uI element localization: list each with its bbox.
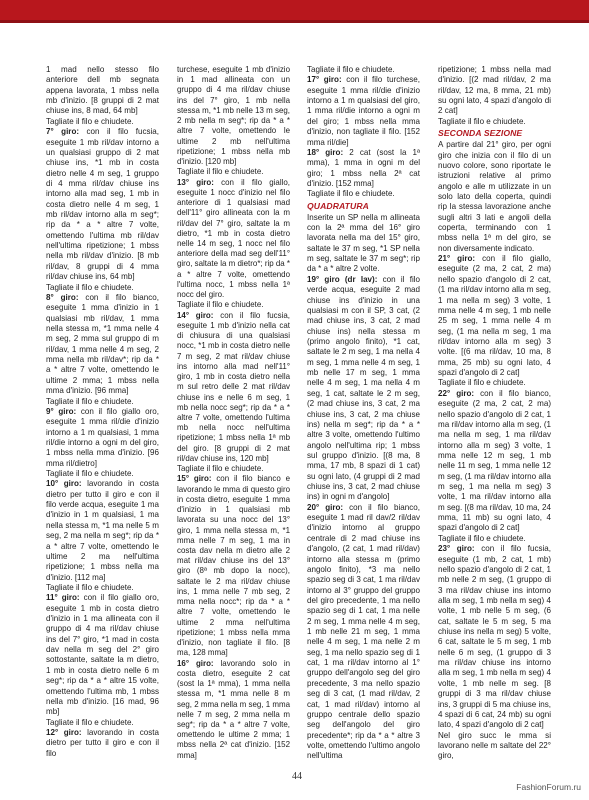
- paragraph-text: con il filo fucsia, eseguite 1 mb d'inizio nella cat di chiusura di una qualsiasi nocc, *1 mb in costa dietro nelle 7 m seg, 2 mat ril/dav chiuse ins intorno alla mad nell'11° giro, 1 mb in costa dietro nella m sul retro delle 2 mat ril/dav chiuse ins e nelle 6 m seg, 1 mb nella nocc seg*; rip da * a * altre 7 volte, omettendo l'ultima mb nella nocc nell'ultima ripetizione; 1 mbss nella 1ª mb del giro. [8 gruppi di 2 mat ril/dav chiuse ins, 120 mb]: [177, 310, 291, 463]
- round-label: 12° giro:: [46, 728, 82, 737]
- paragraph-text: Tagliate il filo e chiudete.: [46, 582, 134, 592]
- paragraph-text: Nel giro succ le mma si lavorano nelle m saltate del 22° giro,: [438, 730, 551, 761]
- paragraph-text: con il filo fucsia, eseguite 1 mb ril/dav intorno a un qualsiasi gruppo di 2 mat chiuse ins, *1 mb in costa dietro nelle 4 m seg, 1 gruppo di 4 mma ril/dav chiuse ins intorno alla mad seg, 1 mb in costa dietro nelle 4 m seg, 1 mb ril/dav intorno alla m seg*; rip da * a * altre 7 volte, omettendo l'ultima mb ril/dav nell'ultima ripetizione; 1 mbss nella mb ril/dav d'inizio. [8 mb ril/dav, 8 gruppi di 4 mma ril/dav chiuse ins, 64 mb]: [46, 127, 159, 282]
- paragraph-text: Tagliate il filo e chiudete.: [177, 300, 264, 310]
- paragraph: [46, 283, 159, 293]
- paragraph-text: 2 cat (sost la 1ª mma), 1 mma in ogni m del giro; 1 mbss nella 2ª cat d'inizio. [152 mma]: [307, 147, 420, 188]
- paragraph: [46, 728, 159, 759]
- paragraph: [46, 718, 159, 728]
- paragraph: [177, 311, 290, 465]
- paragraph: [438, 731, 551, 762]
- paragraph: [46, 65, 159, 117]
- paragraph: [438, 140, 551, 254]
- text-column-2: [177, 65, 290, 761]
- round-label: 10° giro:: [46, 479, 82, 489]
- paragraph: [307, 275, 420, 503]
- text-column-1: [46, 65, 159, 759]
- paragraph-text: Tagliate il filo e chiudete.: [438, 378, 526, 388]
- paragraph-text: Tagliate il filo e chiudete.: [177, 167, 264, 177]
- paragraph: [307, 148, 420, 189]
- paragraph-text: lavorando solo in costa dietro, eseguite 2 cat (sost la 1ª mma), 1 mma nella stessa m, *1 mma nelle 8 m seg, 2 mma nella m seg, 1 mma nelle 7 m seg, 2 mma nella m seg*; rip da * a * altre 7 volte, omettendo le ultime 2 mma; 1 mbss nella 2ª cat d'inizio. [152 mma]: [177, 658, 290, 760]
- round-label: 20° giro:: [307, 502, 344, 512]
- paragraph-text: con il filo bianco e lavorando le mma di questo giro in costa dietro, eseguite 1 mma d'inizio in 1 qualsiasi mb lavorata su una nocc del 13° giro, 1 mma nella stessa m, *1 mma nelle 7 m seg, 1 ma in costa dav nella m dietro alle 2 mat ril/dav chiuse ins del 13° giro (8ª mb dopo la nocc), saltate le 2 ma ril/dav chiuse ins, 1 mma nelle 7 mb seg, 2 mma nella nocc*; rip da * a * altre 7 volte, omettendo le ultime 2 mma nell'ultima ripetizione; 1 mbss nella mma d'inizio, non tagliate il filo. [8 ma, 128 mma]: [177, 474, 290, 658]
- paragraph-text: Tagliate il filo e chiudete.: [438, 533, 526, 543]
- paragraph: [307, 503, 420, 762]
- paragraph-text: A partire dal 21° giro, per ogni giro che inizia con il filo di un nuovo colore, sono riportate le istruzioni relative al primo angolo e alle m utilizzate in un solo lato della coperta, quindi rip la stessa lavorazione anche sugli altri 3 lati e angoli della coperta, terminando con 1 mbss nella 1ª m del giro, se non diversamente indicato.: [438, 140, 551, 253]
- paragraph: [46, 293, 159, 397]
- paragraph-text: con il filo giallo oro, eseguite 1 mma ril/die d'inizio intorno a 1 m qualsiasi, 1 mma ril/die intorno a ogni m del giro, 1 mbss nella mma d'inizio. [96 mma ril/dietro]: [46, 406, 160, 468]
- paragraph: [438, 389, 551, 534]
- paragraph-text: Inserite un SP nella m allineata con la 2ª mma del 16° giro lavorata nella ma del 15° giro, saltate le 37 m seg, *1 SP nella m seg, saltate le 37 m seg*; rip da * a * altre 2 volte.: [307, 212, 420, 274]
- paragraph: [46, 397, 159, 407]
- paragraph-text: Tagliate il filo e chiudete.: [307, 189, 395, 199]
- round-label: 22° giro:: [438, 388, 475, 398]
- paragraph-text: Tagliate il filo e chiudete.: [46, 396, 134, 406]
- paragraph-text: ripetizione; 1 mbss nella mad d'inizio. [(2 mad ril/dav, 2 ma ril/dav, 12 ma, 8 mma, 21 mb) su ogni lato, 4 spazi d'angolo di 2 cat]: [438, 65, 551, 116]
- paragraph-text: Tagliate il filo e chiudete.: [46, 282, 134, 292]
- round-label: 17° giro:: [307, 75, 342, 85]
- paragraph: [46, 407, 159, 469]
- round-label: 11° giro:: [46, 593, 80, 603]
- paragraph-text: turchese, eseguite 1 mb d'inizio in 1 mad allineata con un gruppo di 4 ma ril/dav chiuse ins del 7° giro, 1 mb nella stessa m, *1 mb nelle 13 m seg, 2 mb nella m seg*; rip da * a * altre 7 volte, omettendo le ultime 2 mb nell'ultima ripetizione; 1 mbss nella mb d'inizio. [120 mb]: [177, 65, 290, 167]
- paragraph-text: Tagliate il filo e chiudete.: [177, 464, 264, 474]
- paragraph: [177, 167, 290, 177]
- paragraph: [46, 117, 159, 127]
- paragraph-text: con il filo turchese, eseguite 1 mma ril/die d'inizio intorno a 1 m qualsiasi del giro, 1 mma ril/die intorno a ogni m del giro; 1 mbss nella mma d'inizio, non tagliate il filo. [152 mma ril/die]: [307, 75, 420, 147]
- paragraph: [307, 65, 420, 75]
- paragraph: [438, 534, 551, 544]
- round-label: 7° giro:: [46, 127, 80, 137]
- round-label: 16° giro:: [177, 658, 214, 668]
- paragraph: [438, 254, 551, 378]
- text-column-3: [307, 65, 420, 762]
- paragraph: [307, 213, 420, 275]
- paragraph: [438, 544, 551, 730]
- paragraph: [438, 65, 551, 117]
- header-bar: [0, 0, 589, 20]
- paragraph: [46, 583, 159, 593]
- paragraph: [46, 479, 159, 583]
- paragraph-text: Tagliate il filo e chiudete.: [46, 469, 134, 479]
- paragraph: [438, 117, 551, 127]
- paragraph-text: con il filo fucsia, eseguite (1 mb, 2 cat, 1 mb) nello spazio d'angolo di 2 cat, 1 mb nelle 2 m seg, (1 gruppo di 3 ma ril/dav chiuse ins intorno alla m seg, 1 mb nella m seg) 4 volte, 1 mb nelle 5 m seg, (6 cat, saltate le 5 m seg, 5 ma chiuse ins nella m seg) 5 volte, 6 cat, saltate le 5 m seg, 1 mb nelle 6 m seg, (1 gruppo di 3 ma ril/dav chiuse ins intorno alla m seg, 1 mb nella m seg) 4 volte, 1 mb nelle m seg. [8 gruppi di 3 ma ril/dav chiuse ins, 3 gruppi di 5 ma chiuse ins, 4 spazi di 6 cat, 24 mb) su ogni lato, 4 spazi d'angolo di 2 cat]: [438, 544, 551, 730]
- paragraph-text: Tagliate il filo e chiudete.: [307, 65, 395, 74]
- paragraph-text: Tagliate il filo e chiudete.: [46, 717, 134, 727]
- paragraph: [307, 75, 420, 148]
- round-label: 14° giro:: [177, 310, 214, 320]
- paragraph: [177, 178, 290, 301]
- round-label: 15° giro:: [177, 474, 212, 484]
- paragraph: [46, 127, 159, 282]
- section-heading: QUADRATURA: [307, 200, 369, 211]
- paragraph: [177, 659, 290, 761]
- paragraph-text: Tagliate il filo e chiudete.: [438, 116, 526, 126]
- watermark: FashionForum.ru: [516, 782, 581, 792]
- page-number: 44: [292, 771, 302, 782]
- paragraph-text: lavorando in costa dietro per tutto il giro e con il filo verde acqua, eseguite 1 ma d'inizio in 1 m qualsiasi, 1 ma nella stessa m, *1 ma nelle 5 m seg, 2 ma nella m seg*; rip da * a * altre 7 volte, omettendo le ultime 2 ma nell'ultima ripetizione; 1 mbss nella ma d'inizio. [112 ma]: [46, 479, 159, 582]
- round-label: 9° giro:: [46, 406, 77, 416]
- paragraph-text: con il filo giallo oro, eseguite 1 mb in costa dietro d'inizio in 1 ma allineata con il gruppo di 4 ma ril/dav chiuse ins del 7° giro, *1 mad in costa dav nella m seg del 2° giro sottostante, saltate la m dietro, 1 mb in costa dietro nelle 6 m seg*; rip da * a * altre 15 volte, omettendo l'ultima mb, 1 mbss nella mb d'inizio. [16 mad, 96 mb]: [46, 593, 160, 717]
- paragraph-text: con il filo bianco, eseguite 1 mma d'inizio in 1 qualsiasi mb ril/dav, 1 mma nella stessa m, *1 mma nelle 4 m seg, 2 mma sul gruppo di m ril/dav, 1 mma nelle 4 m seg, 2 mma nella mb ril/dav*; rip da * a * altre 7 volte, omettendo le ultime 2 mma; 1 mbss nella mma d'inizio. [96 mma]: [46, 292, 159, 396]
- paragraph-text: Tagliate il filo e chiudete.: [46, 116, 134, 126]
- round-label: 21° giro:: [438, 254, 476, 264]
- header-band: [0, 20, 589, 23]
- paragraph: [177, 65, 290, 167]
- round-label: 13° giro:: [177, 177, 214, 187]
- round-label: 23° giro:: [438, 544, 475, 554]
- round-label: 8° giro:: [46, 292, 79, 302]
- paragraph: [46, 593, 159, 717]
- round-label: 18° giro:: [307, 147, 344, 157]
- article-body: [46, 65, 551, 765]
- paragraph-text: con il filo giallo, eseguite (2 ma, 2 cat, 2 ma) nello spazio d'angolo di 2 cat, (1 ma ril/dav intorno alla m seg, 1 ma nella m seg) 3 volte, 1 mma nelle 4 m seg, 1 mb nelle 25 m seg, 1 mma nelle 4 m seg, (1 ma nella m seg, 1 ma ril/dav intorno alla m seg) 3 volte. [(6 ma ril/dav, 10 ma, 8 mma, 25 mb) su ogni lato, 4 spazi d'angolo di 2 cat]: [438, 254, 551, 378]
- paragraph: [177, 300, 290, 310]
- paragraph-text: con il filo giallo, eseguite 1 nocc d'inizio nel filo anteriore di 1 qualsiasi mad dell'11° giro allineata con la m ril/dav del 7° giro, saltate la m dietro, *1 mb in costa dietro nelle 14 m seg, 1 nocc nel filo anteriore della mad seg dell'11° giro, saltate la m dietro*; rip da * a * altre 7 volte, omettendo l'ultima nocc, 1 mbss nella 1ª nocc del giro.: [177, 177, 290, 300]
- paragraph-text: con il filo bianco, eseguite (2 ma, 2 cat, 2 ma) nello spazio d'angolo di 2 cat, 1 ma ril/dav intorno alla m seg, (1 ma nella m seg, 1 ma ril/dav intorno alla m seg) 3 volte, 1 mma nelle 12 m seg, 1 mb nelle 11 m seg, 1 mma nelle 12 m seg, (1 ma ril/dav intorno alla m seg, 1 ma nella m seg) 3 volte, 1 ma ril/dav intorno alla m seg. [(8 ma ril/dav, 10 ma, 24 mma, 11 mb) su ogni lato, 4 spazi d'angolo di 2 cat]: [438, 388, 551, 533]
- paragraph: [307, 189, 420, 199]
- paragraph-text: con il filo bianco, eseguite 1 mad ril dav/2 ril/dav d'inizio intorno al gruppo centrale di 2 mad chiuse ins d'angolo, (2 cat, 1 mad ril/dav) intorno alla stessa m (primo angolo finito), *3 ma nello spazio seg di 3 cat, 1 ma ril/dav intorno al 3° gruppo del gruppo del giro precedente, 1 ma nello spazio seg di 1 cat, 1 ma nelle 2 m seg, 1 mma nelle 4 m seg, 1 mb nelle 21 m seg, 1 mma nelle 4 m seg, 1 ma nelle 2 m seg, 1 ma nello spazio seg di 1 cat, 1 ma ril/dav intorno al 1° gruppo dell'angolo seg del giro precedente, 3 ma nello spazio seg di 3 cat, (1 mad ril/dav, 2 cat, 1 mad ril/dav) intorno al gruppo centrale dello spazio seg dell'angolo del giro precedente*; rip da * a * altre 3 volte, omettendo l'ultimo angolo nell'ultima: [307, 502, 420, 761]
- text-column-4: [438, 65, 551, 762]
- section-heading: SECONDA SEZIONE: [438, 128, 523, 139]
- paragraph: [46, 469, 159, 479]
- paragraph: [177, 464, 290, 474]
- paragraph-text: con il filo verde acqua, eseguite 2 mad chiuse ins d'inizio in una qualsiasi m con il SP, 3 cat, (2 mad chiuse ins, 3 cat, 2 mad chiuse ins) nella stessa m (primo angolo finito), *1 cat, saltate le 2 m seg, 1 ma nella 4 m seg, 1 mma nelle 4 m seg, 1 mb nelle 17 m seg, 1 mma nelle 4 m seg, 1 ma nella 4 m seg, 1 cat, saltate le 2 m seg, (2 mad chiuse ins, 3 cat, 2 ma chiuse ins, 3 cat, 2 ma chiuse ins) nella m seg*; rip da * a * altre 3 volte, omettendo l'ultimo angolo nell'ultima rip; 1 mbss sul gruppo d'inizio. [(8 ma, 8 mma, 17 mb, 8 spazi di 1 cat) su ogni lato, (4 gruppi di 2 mad chiuse ins, 3 cat, 2 mad chiuse ins) in ogni m d'angolo]: [307, 274, 420, 502]
- paragraph-text: lavorando in costa dietro per tutto il giro e con il filo: [46, 728, 159, 758]
- paragraph-text: 1 mad nello stesso filo anteriore dell mb segnata appena lavorata, 1 mbss nella mb d'inizio. [8 gruppi di 2 mat chiuse ins, 8 mad, 64 mb]: [46, 65, 159, 116]
- round-label: 19° giro (dr lav):: [307, 274, 378, 284]
- paragraph: [438, 378, 551, 388]
- paragraph: [177, 474, 290, 658]
